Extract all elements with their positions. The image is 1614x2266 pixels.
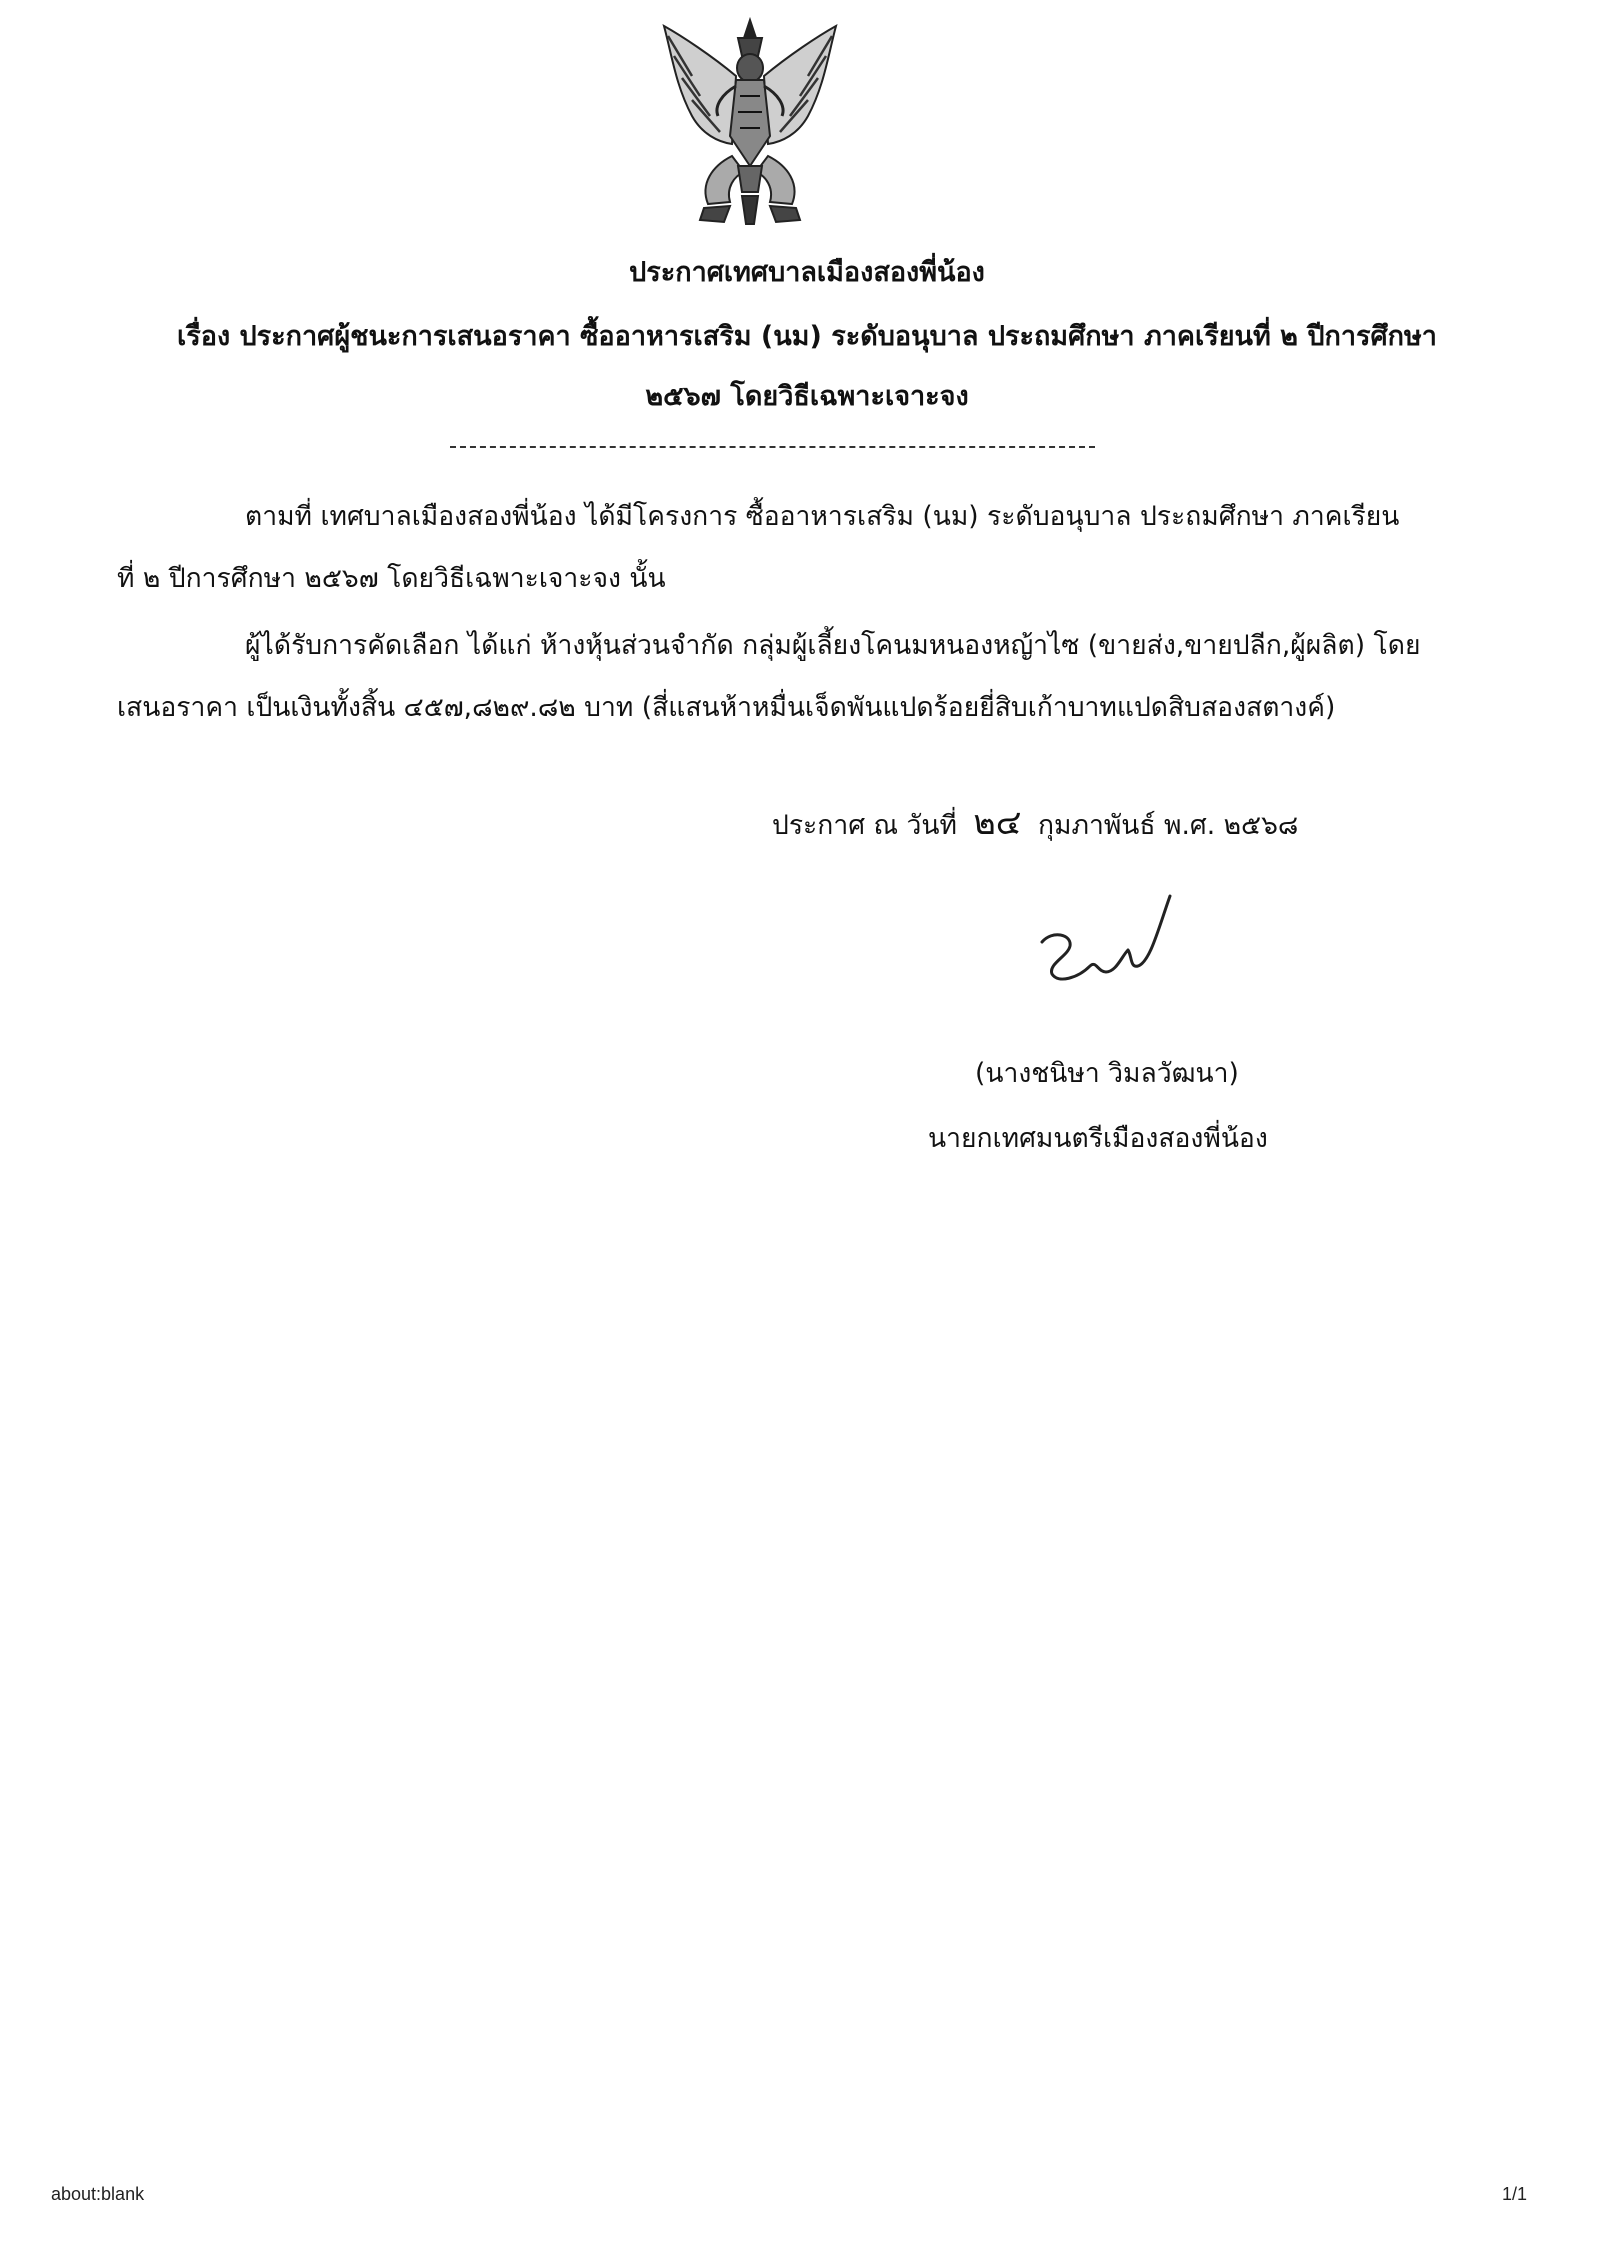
paragraph-2-line-2: เสนอราคา เป็นเงินทั้งสิ้น ๔๕๗,๘๒๙.๘๒ บาท (สี่แสนห้าหมื่นเจ็ดพันแปดร้อยยี่สิบเก้าบาทแปดสิบสองสตางค์) (117, 692, 1336, 723)
separator-line (450, 446, 1095, 448)
paragraph-1-line-1: ตามที่ เทศบาลเมืองสองพี่น้อง ได้มีโครงการ ซื้ออาหารเสริม (นม) ระดับอนุบาล ประถมศึกษา ภาคเรียน (245, 501, 1400, 532)
subject-line-1: เรื่อง ประกาศผู้ชนะการเสนอราคา ซื้ออาหารเสริม (นม) ระดับอนุบาล ประถมศึกษา ภาคเรียนที่ ๒ ปีการศึกษา (177, 321, 1437, 352)
footer-page-number: 1/1 (1502, 2184, 1528, 2204)
footer-url: about:blank (51, 2184, 145, 2204)
date-prefix: ประกาศ ณ วันที่ (772, 810, 957, 841)
garuda-emblem-icon (652, 16, 848, 228)
signer-position: นายกเทศมนตรีเมืองสองพี่น้อง (928, 1123, 1268, 1154)
announcement-date (772, 795, 1298, 849)
handwritten-signature (1030, 890, 1180, 1005)
date-suffix: กุมภาพันธ์ พ.ศ. ๒๕๖๘ (1037, 810, 1299, 841)
subject-line-2: ๒๕๖๗ โดยวิธีเฉพาะเจาะจง (645, 381, 969, 412)
paragraph-2-line-1: ผู้ได้รับการคัดเลือก ได้แก่ ห้างหุ้นส่วนจำกัด กลุ่มผู้เลี้ยงโคนมหนองหญ้าไซ (ขายส่ง,ขายปลีก,ผู้ผลิต) โดย (245, 630, 1421, 661)
issuer-title: ประกาศเทศบาลเมืองสองพี่น้อง (629, 257, 985, 288)
date-day: ๒๔ (973, 803, 1022, 843)
signer-name: (นางชนิษา วิมลวัฒนา) (975, 1058, 1239, 1089)
paragraph-1-line-2: ที่ ๒ ปีการศึกษา ๒๕๖๗ โดยวิธีเฉพาะเจาะจง นั้น (117, 563, 666, 594)
